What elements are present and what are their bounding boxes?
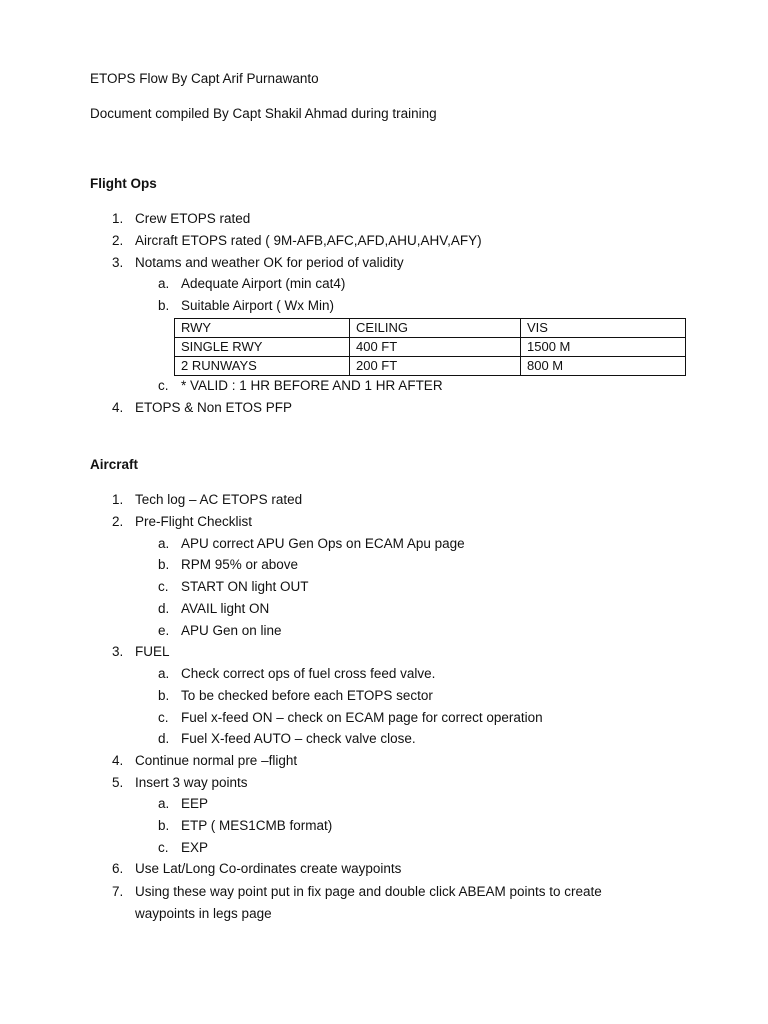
sublist-item: AVAIL light ON — [181, 601, 270, 616]
sublist-item: START ON light OUT — [181, 579, 309, 594]
table-cell: 2 RUNWAYS — [175, 357, 350, 376]
sublist-letter: b. — [158, 688, 170, 703]
list-item: Insert 3 way points — [135, 775, 248, 790]
document-subtitle: Document compiled By Capt Shakil Ahmad during training — [90, 106, 437, 121]
list-number: 2. — [112, 233, 124, 248]
list-item-continuation: waypoints in legs page — [135, 906, 272, 921]
sublist-letter: c. — [158, 840, 169, 855]
sublist-item: APU correct APU Gen Ops on ECAM Apu page — [181, 536, 465, 551]
sublist-item: APU Gen on line — [181, 623, 282, 638]
list-item: FUEL — [135, 644, 170, 659]
sublist-item: RPM 95% or above — [181, 557, 299, 572]
table-cell: 200 FT — [350, 357, 521, 376]
sublist-letter: b. — [158, 557, 170, 572]
section-heading-aircraft: Aircraft — [90, 457, 139, 472]
sublist-item: Fuel x-feed ON – check on ECAM page for correct operation — [181, 710, 543, 725]
sublist-item: Check correct ops of fuel cross feed valve. — [181, 666, 436, 681]
list-number: 4. — [112, 753, 124, 768]
list-number: 3. — [112, 255, 124, 270]
sublist-item: Fuel X-feed AUTO – check valve close. — [181, 731, 416, 746]
table-row — [175, 338, 686, 357]
sublist-item: Adequate Airport (min cat4) — [181, 276, 346, 291]
table-header-cell: RWY — [175, 319, 350, 338]
list-item: Aircraft ETOPS rated ( 9M-AFB,AFC,AFD,AHU,AHV,AFY) — [135, 233, 482, 248]
sublist-item: EXP — [181, 840, 209, 855]
sublist-letter: c. — [158, 579, 169, 594]
sublist-item: Suitable Airport ( Wx Min) — [181, 298, 335, 313]
sublist-letter: a. — [158, 796, 170, 811]
table-header-row — [175, 319, 686, 338]
sublist-item: * VALID : 1 HR BEFORE AND 1 HR AFTER — [181, 378, 443, 393]
table-header-cell: VIS — [521, 319, 686, 338]
list-item: Using these way point put in fix page and double click ABEAM points to create — [135, 884, 602, 899]
list-number: 1. — [112, 211, 124, 226]
list-item: ETOPS & Non ETOS PFP — [135, 400, 293, 415]
list-number: 5. — [112, 775, 124, 790]
list-item: Pre-Flight Checklist — [135, 514, 253, 529]
table-cell: 400 FT — [350, 338, 521, 357]
list-item: Crew ETOPS rated — [135, 211, 251, 226]
sublist-letter: a. — [158, 536, 170, 551]
sublist-item: To be checked before each ETOPS sector — [181, 688, 433, 703]
table-row — [175, 357, 686, 376]
sublist-letter: c. — [158, 710, 169, 725]
sublist-letter: d. — [158, 601, 170, 616]
list-number: 6. — [112, 861, 124, 876]
sublist-letter: b. — [158, 298, 170, 313]
list-item: Use Lat/Long Co-ordinates create waypoints — [135, 861, 402, 876]
list-item: Continue normal pre –flight — [135, 753, 298, 768]
list-number: 7. — [112, 884, 124, 899]
list-item: Tech log – AC ETOPS rated — [135, 492, 303, 507]
table-cell: 800 M — [521, 357, 686, 376]
sublist-letter: a. — [158, 666, 170, 681]
list-number: 4. — [112, 400, 124, 415]
list-number: 2. — [112, 514, 124, 529]
sublist-item: ETP ( MES1CMB format) — [181, 818, 333, 833]
table-cell: 1500 M — [521, 338, 686, 357]
list-number: 3. — [112, 644, 124, 659]
list-number: 1. — [112, 492, 124, 507]
sublist-letter: c. — [158, 378, 169, 393]
sublist-letter: a. — [158, 276, 170, 291]
list-item: Notams and weather OK for period of validity — [135, 255, 404, 270]
table-cell: SINGLE RWY — [175, 338, 350, 357]
table-header-cell: CEILING — [350, 319, 521, 338]
sublist-letter: e. — [158, 623, 170, 638]
document-title: ETOPS Flow By Capt Arif Purnawanto — [90, 71, 319, 86]
sublist-letter: b. — [158, 818, 170, 833]
sublist-item: EEP — [181, 796, 209, 811]
weather-minima-table — [174, 318, 686, 376]
section-heading-flight-ops: Flight Ops — [90, 176, 157, 191]
sublist-letter: d. — [158, 731, 170, 746]
